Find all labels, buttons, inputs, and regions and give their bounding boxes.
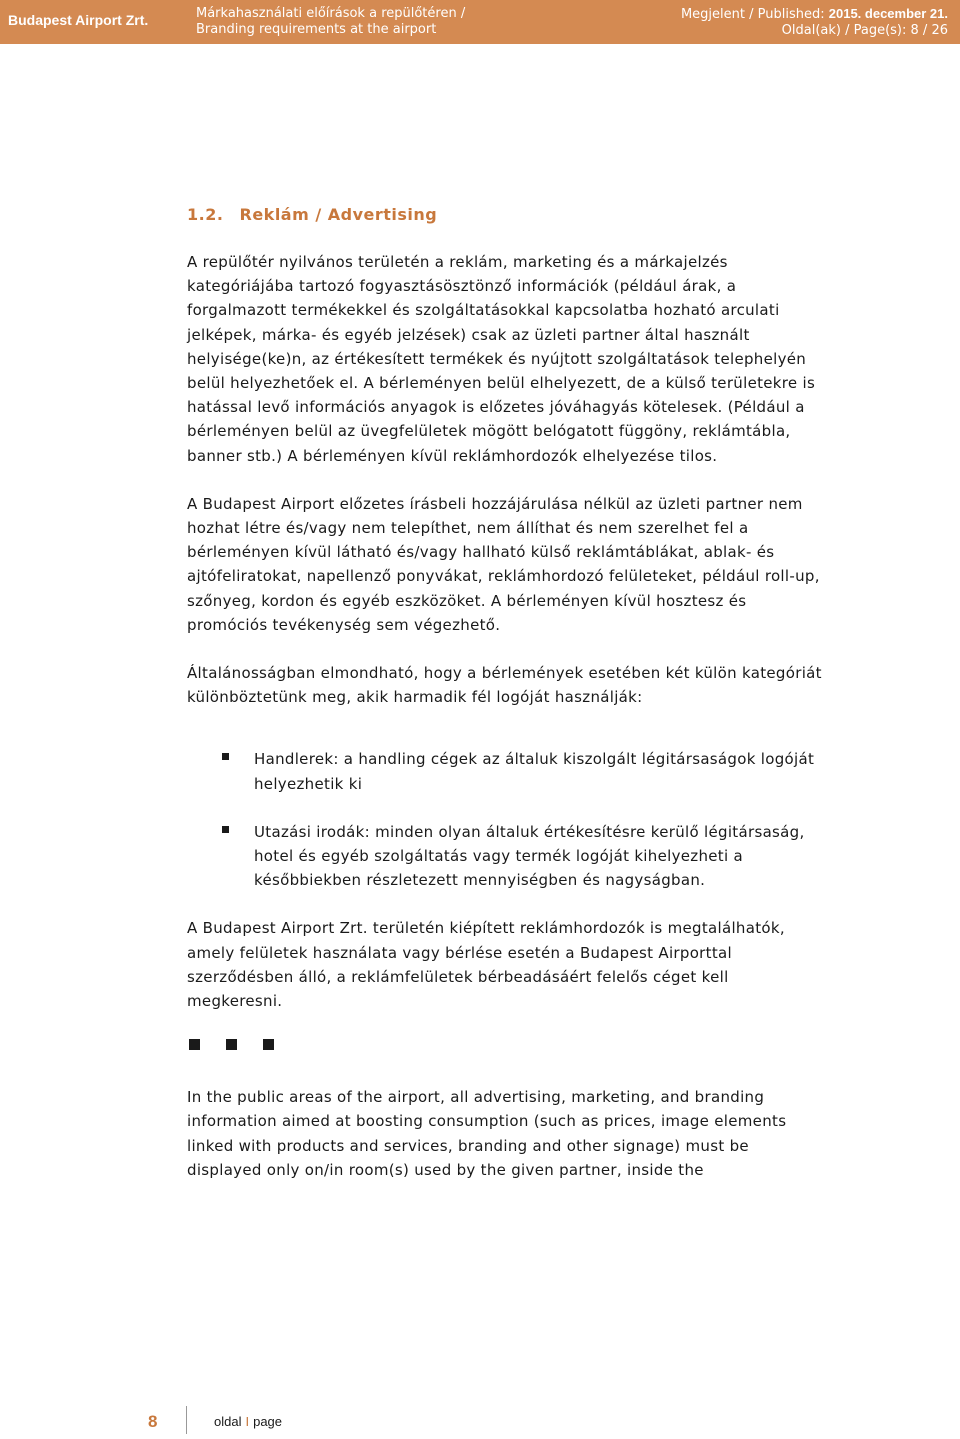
bullet-square-icon bbox=[222, 826, 229, 833]
paragraph-advertising-rules: A repülőtér nyilvános területén a reklám, marketing és a márkajelzés kategóriájába tartozó fogyasztásösztönző információk (például árak, a forgalmazott termékekkel és szolgáltatásokkal kapcsolatba hozható arculati jelképek, márka- és egyéb jelzések) csak az üzleti partner által használt helyisége(ke)n, az értékesített termékek és nyújtott szolgáltatások telephelyén belül helyezhetőek el. A bérleményen belül elhelyezett, de a külső területekre is hatással levő információs anyagok is előzetes jóváhagyás kötelesek. (Például a bérleményen belül az üvegfelületek mögött belógatott függöny, reklámtábla, banner stb.) A bérleményen kívül reklámhordozók elhelyezése tilos. bbox=[187, 253, 816, 465]
bullet-square-icon bbox=[222, 753, 229, 760]
category-list bbox=[187, 747, 827, 892]
footer-page-number: 8 bbox=[148, 1412, 158, 1431]
section-number: 1.2. bbox=[187, 205, 224, 224]
footer-label-en: page bbox=[253, 1414, 283, 1429]
paragraph-advertising-surfaces: A Budapest Airport Zrt. területén kiépített reklámhordozók is megtalálhatók, amely felületek használata vagy bérlése esetén a Budapest Airporttal szerződésben álló, a reklámfelületek bérbeadásáért felelős céget kell megkeresni. bbox=[187, 919, 785, 1011]
document-body bbox=[187, 205, 827, 1182]
separator-square-icon bbox=[226, 1039, 237, 1050]
footer-label-hu: oldal bbox=[214, 1414, 242, 1429]
footer-divider bbox=[186, 1406, 187, 1434]
published-label: Megjelent / Published: bbox=[680, 7, 825, 22]
header-brand: Budapest Airport Zrt. bbox=[8, 12, 149, 28]
separator-square-icon bbox=[263, 1039, 274, 1050]
language-separator bbox=[189, 1039, 827, 1051]
header-meta bbox=[681, 6, 948, 39]
separator-square-icon bbox=[189, 1039, 200, 1050]
paragraph-prior-consent: A Budapest Airport előzetes írásbeli hozzájárulása nélkül az üzleti partner nem hozhat létre és/vagy nem telepíthet, nem állíthat és nem szerelhet fel a bérleményen kívül látható és/vagy hallható külső reklámtáblákat, ablak- és ajtófeliratokat, napellenző ponyvákat, reklámhordozó felületeket, például roll-up, szőnyeg, kordon és egyéb eszközöket. A bérleményen kívül hosztesz és promóciós tevékenység sem végezhető. bbox=[187, 494, 820, 634]
header-page-indicator bbox=[681, 23, 948, 39]
header-document-title bbox=[196, 6, 465, 38]
header-title-en: Branding requirements at the airport bbox=[196, 22, 437, 37]
section-heading bbox=[187, 205, 827, 224]
footer-label-separator: I bbox=[245, 1414, 250, 1429]
header-published bbox=[681, 6, 948, 23]
page-label: Oldal(ak) / Page(s): bbox=[781, 23, 907, 38]
list-item bbox=[187, 820, 827, 893]
list-item-text: Utazási irodák: minden olyan általuk értékesítésre kerülő légitársaság, hotel és egyéb szolgáltatás vagy termék logóját kihelyezheti a későbbiekben részletezett mennyiségben és nagyságban. bbox=[254, 822, 805, 890]
published-date: 2015. december 21. bbox=[828, 6, 948, 21]
paragraph-categories-intro: Általánosságban elmondható, hogy a bérlemények esetében két külön kategóriát különböztetünk meg, akik harmadik fél logóját használják: bbox=[187, 664, 822, 707]
paragraph-english-advertising: In the public areas of the airport, all advertising, marketing, and branding information aimed at boosting consumption (such as prices, image elements linked with products and services, branding and other signage) must be displayed only on/in room(s) used by the given partner, inside the bbox=[187, 1088, 787, 1179]
page-value: 8 / 26 bbox=[910, 23, 948, 38]
list-item-text: Handlerek: a handling cégek az általuk kiszolgált légitársaságok logóját helyezhetik ki bbox=[254, 750, 815, 793]
footer-page-label bbox=[214, 1414, 282, 1429]
list-item bbox=[187, 747, 827, 795]
header-title-hu: Márkahasználati előírások a repülőtéren / bbox=[196, 6, 466, 21]
section-title: Reklám / Advertising bbox=[239, 205, 438, 224]
page-header bbox=[0, 0, 960, 44]
